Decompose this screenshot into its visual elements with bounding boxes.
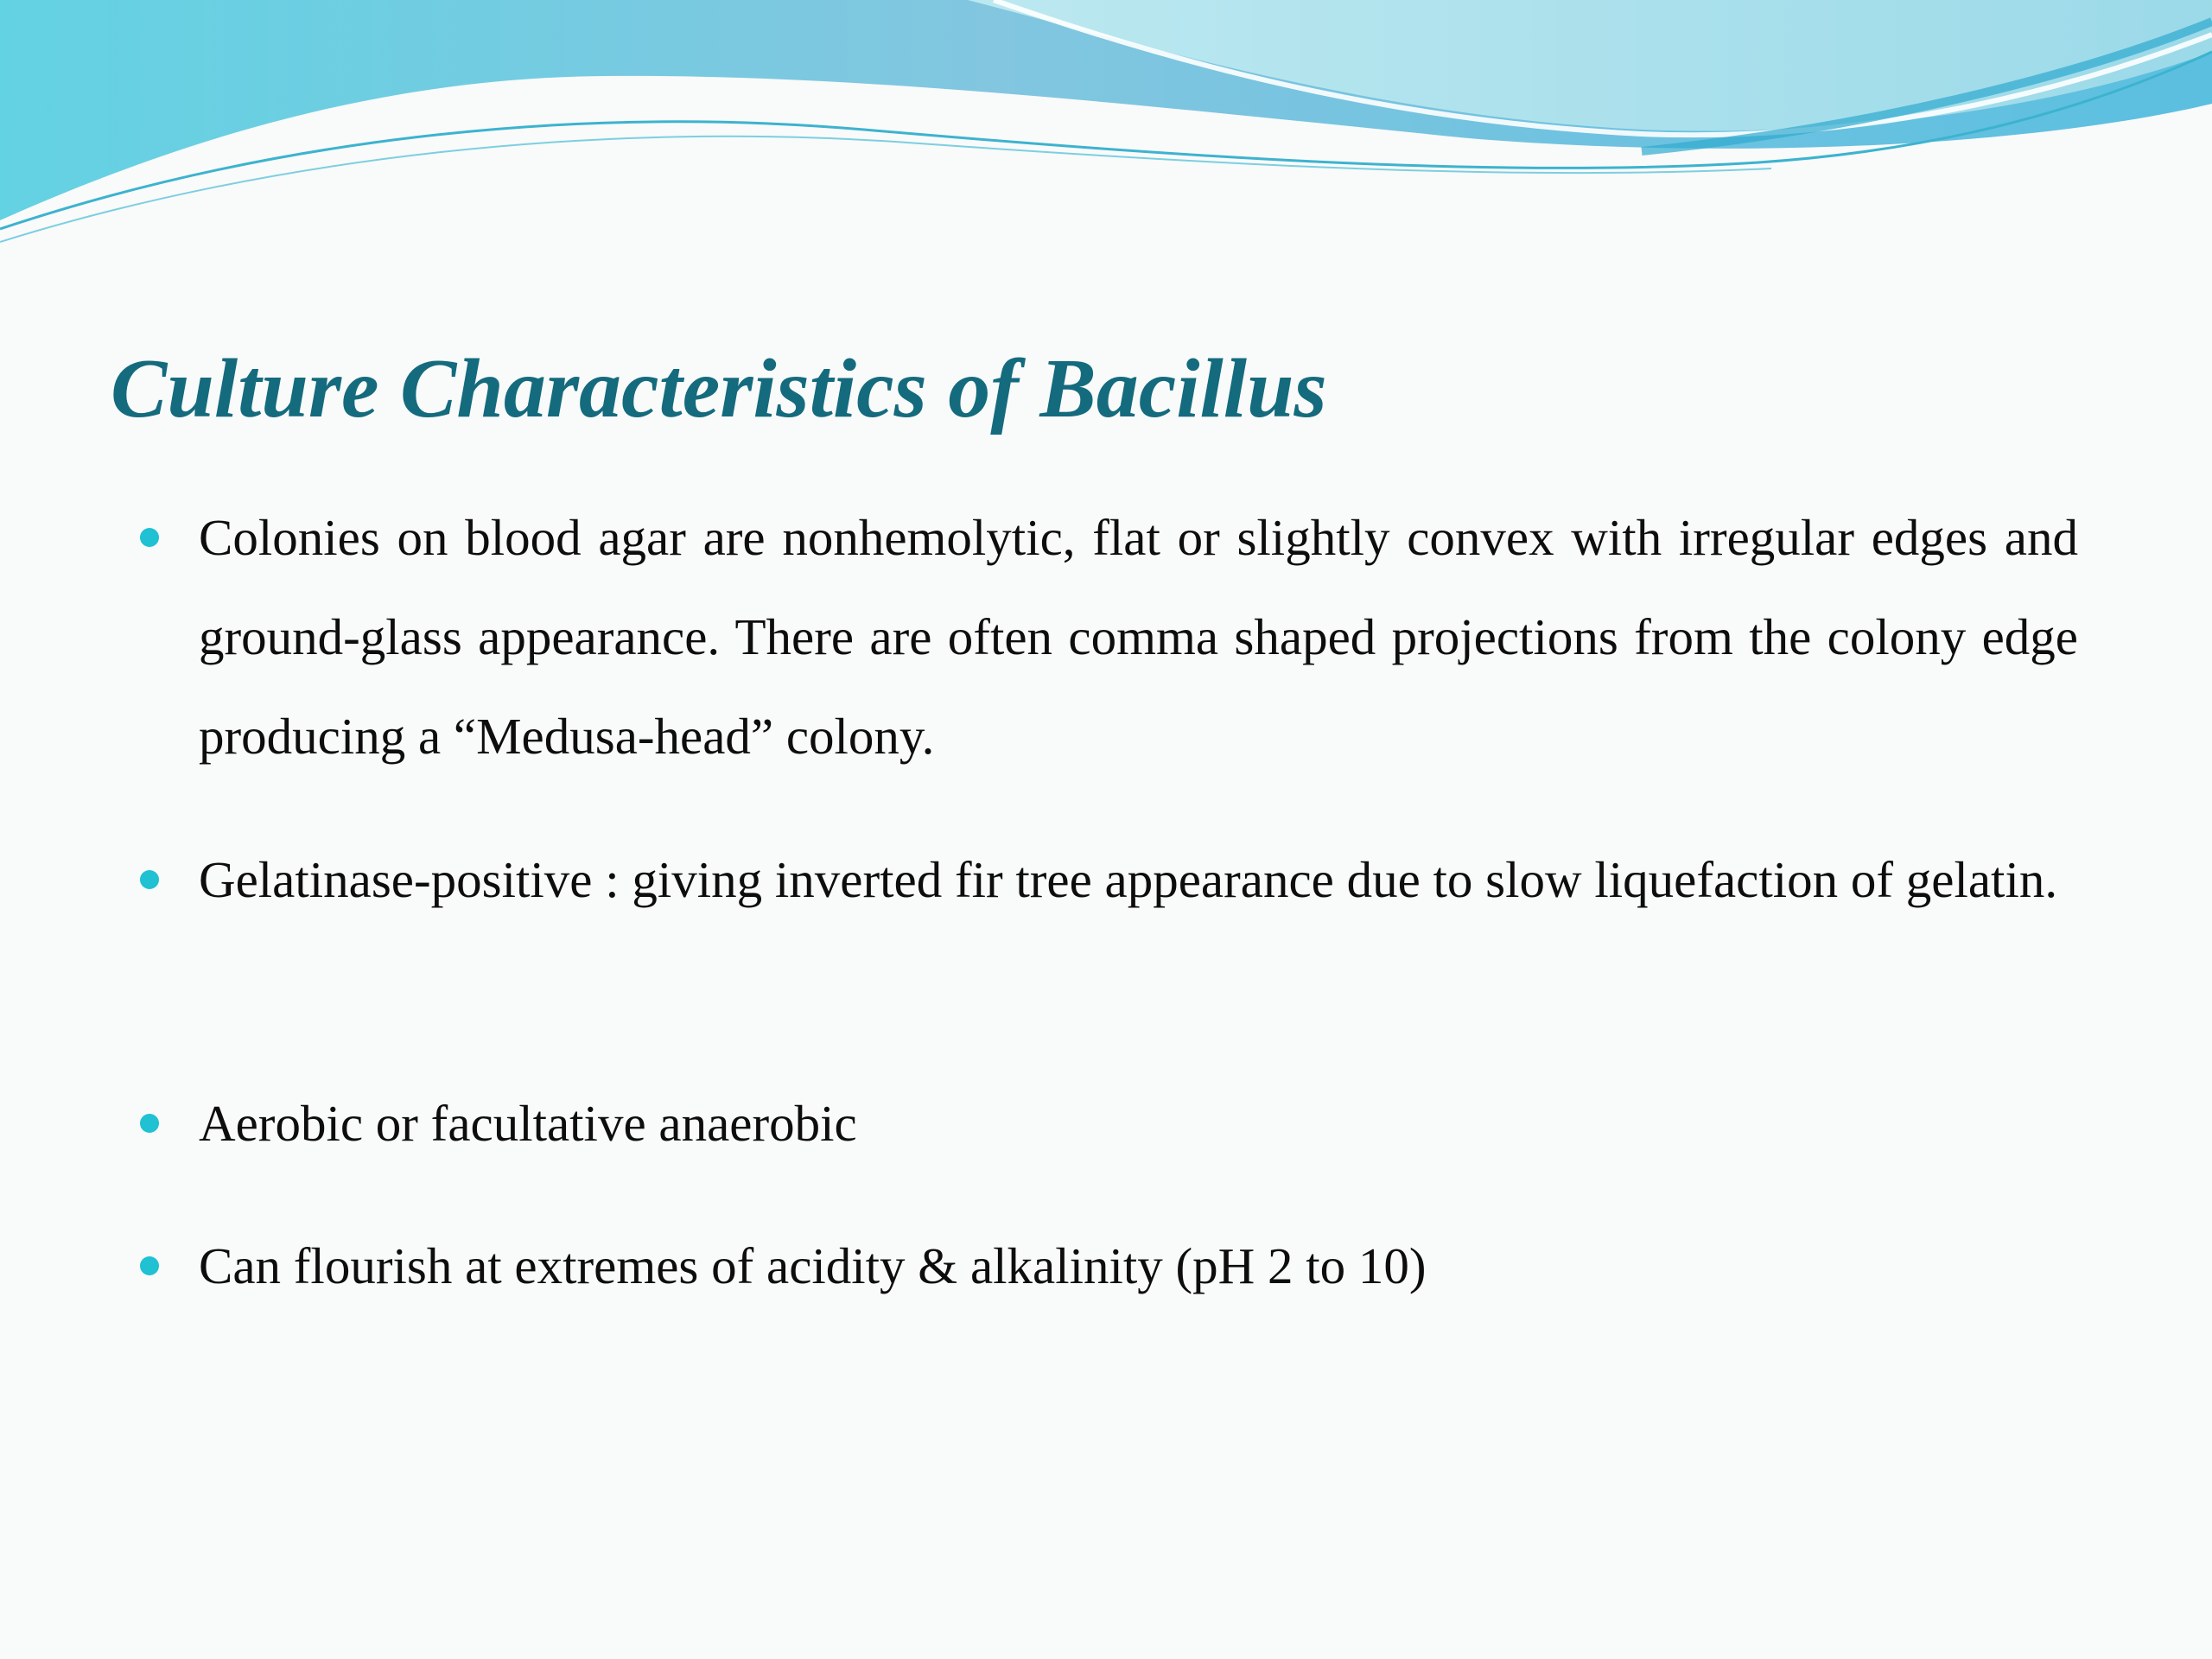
- bullet-dot-icon: [140, 1256, 159, 1275]
- slide-title: Culture Characteristics of Bacillus: [111, 342, 1327, 435]
- bullet-dot-icon: [140, 1114, 159, 1133]
- bullet-dot-icon: [140, 870, 159, 889]
- bullet-text: Gelatinase-positive : giving inverted fir tree appearance due to slow liquefaction of gelatin.: [199, 851, 2058, 908]
- wave-header-decoration: [0, 0, 2212, 259]
- bullet-text: Can flourish at extremes of acidity & alkalinity (pH 2 to 10): [199, 1237, 1427, 1294]
- bullet-text: Aerobic or facultative anaerobic: [199, 1095, 857, 1152]
- bullet-text: Colonies on blood agar are nonhemolytic, flat or slightly convex with irregular edges and ground-glass appearance. There are often comma shaped projections from the colony edge producing a “Medusa-head” colony.: [199, 509, 2078, 765]
- bullet-dot-icon: [140, 528, 159, 547]
